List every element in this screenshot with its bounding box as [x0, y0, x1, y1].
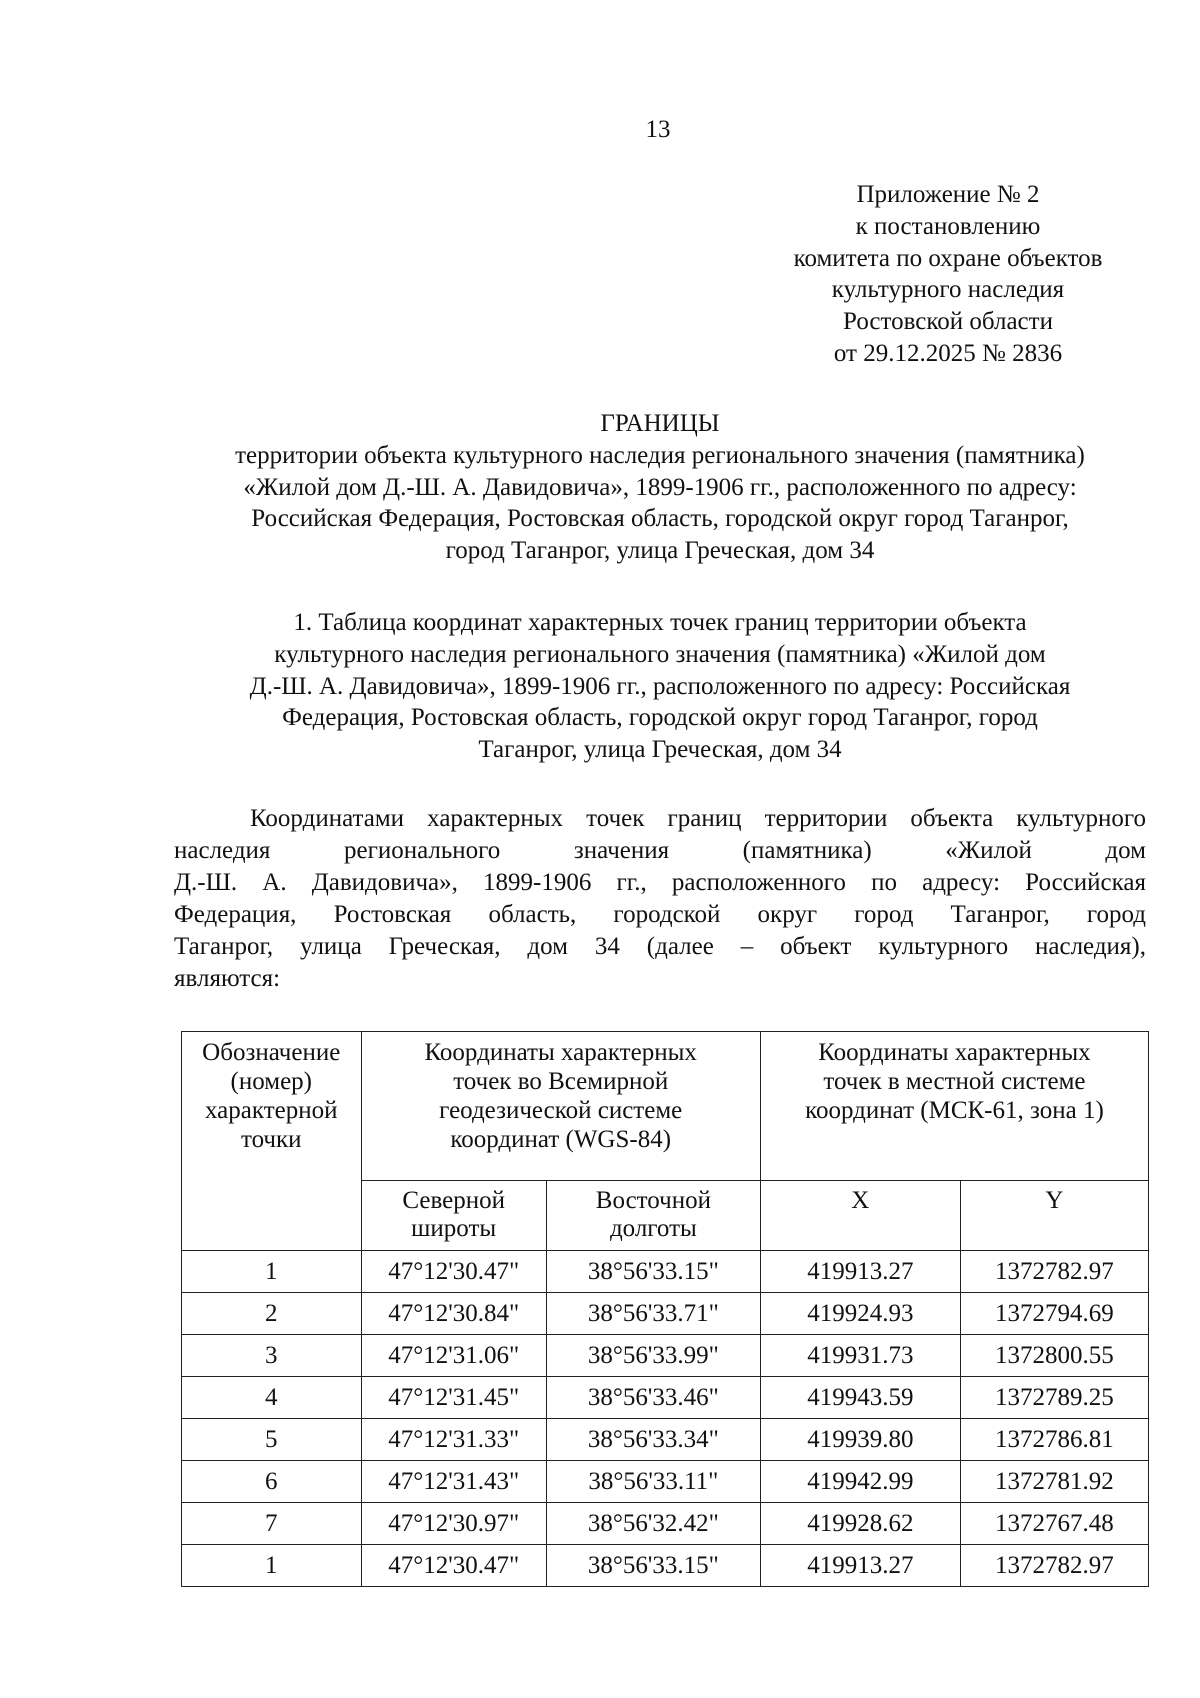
table-row: [182, 1545, 1149, 1587]
table-row: [182, 1461, 1149, 1503]
header-text: точек во Всемирной: [453, 1068, 669, 1095]
latitude-cell: 47°12'30.47": [361, 1251, 546, 1293]
header-text: точки: [240, 1126, 302, 1153]
title-line: город Таганрог, улица Греческая, дом 34: [445, 537, 875, 565]
x-cell: 419928.62: [760, 1503, 960, 1545]
header-text: Обозначение: [202, 1039, 341, 1066]
header-text: Северной: [402, 1187, 505, 1214]
longitude-cell: 38°56'33.71": [546, 1293, 760, 1335]
point-number: 6: [182, 1461, 362, 1503]
coordinates-table: [181, 1031, 1149, 1587]
point-number: 1: [182, 1545, 362, 1587]
table-row: [182, 1293, 1149, 1335]
longitude-cell: 38°56'33.34": [546, 1419, 760, 1461]
x-cell: 419939.80: [760, 1419, 960, 1461]
section-line: Федерация, Ростовская область, городской округ город Таганрог, город: [282, 704, 1038, 732]
header-text: Координаты характерных: [818, 1039, 1091, 1066]
section-line: культурного наследия регионального значения (памятника) «Жилой дом: [274, 640, 1046, 668]
table-row: [182, 1377, 1149, 1419]
header-text: точек в местной системе: [823, 1068, 1086, 1095]
table-row: [182, 1251, 1149, 1293]
y-cell: 1372794.69: [960, 1293, 1148, 1335]
latitude-cell: 47°12'31.06": [361, 1335, 546, 1377]
x-cell: 419943.59: [760, 1377, 960, 1419]
appendix-line: от 29.12.2025 № 2836: [833, 339, 1063, 367]
header-text: широты: [411, 1215, 497, 1242]
appendix-line: комитета по охране объектов: [793, 244, 1103, 272]
longitude-cell: 38°56'32.42": [546, 1503, 760, 1545]
table-row: [182, 1335, 1149, 1377]
point-number: 7: [182, 1503, 362, 1545]
page-number: 13: [645, 116, 671, 143]
section-line: 1. Таблица координат характерных точек границ территории объекта: [293, 609, 1027, 636]
latitude-cell: 47°12'30.47": [361, 1545, 546, 1587]
header-x: X: [760, 1181, 960, 1251]
y-cell: 1372800.55: [960, 1335, 1148, 1377]
x-cell: 419931.73: [760, 1335, 960, 1377]
y-cell: 1372786.81: [960, 1419, 1148, 1461]
header-east-longitude: [546, 1181, 760, 1251]
latitude-cell: 47°12'30.97": [361, 1503, 546, 1545]
title-line: «Жилой дом Д.-Ш. А. Давидовича», 1899-1906 гг., расположенного по адресу:: [243, 473, 1077, 501]
section-heading: [175, 607, 1145, 766]
x-cell: 419913.27: [760, 1251, 960, 1293]
appendix-block: [760, 179, 1136, 370]
header-text: Восточной: [595, 1187, 711, 1214]
point-number: 3: [182, 1335, 362, 1377]
latitude-cell: 47°12'31.45": [361, 1377, 546, 1419]
header-text: (номер): [230, 1068, 312, 1095]
header-wgs: [361, 1032, 760, 1181]
point-number: 1: [182, 1251, 362, 1293]
section-line: Таганрог, улица Греческая, дом 34: [478, 736, 842, 764]
body-paragraph: [174, 803, 1146, 994]
header-text: координат (МСК-61, зона 1): [805, 1097, 1104, 1124]
table-row: [182, 1419, 1149, 1461]
longitude-cell: 38°56'33.99": [546, 1335, 760, 1377]
x-cell: 419924.93: [760, 1293, 960, 1335]
y-cell: 1372781.92: [960, 1461, 1148, 1503]
y-cell: 1372789.25: [960, 1377, 1148, 1419]
point-number: 2: [182, 1293, 362, 1335]
paragraph-line: Таганрог, улица Греческая, дом 34 (далее – объект культурного наследия),: [174, 932, 1146, 960]
latitude-cell: 47°12'30.84": [361, 1293, 546, 1335]
header-north-latitude: [361, 1181, 546, 1251]
paragraph-line: Д.-Ш. А. Давидовича», 1899-1906 гг., расположенного по адресу: Российская: [174, 868, 1146, 896]
paragraph-line: Координатами характерных точек границ территории объекта культурного: [250, 805, 1146, 832]
y-cell: 1372782.97: [960, 1251, 1148, 1293]
header-text: геодезической системе: [439, 1097, 683, 1124]
title-heading: ГРАНИЦЫ: [600, 410, 720, 437]
point-number: 4: [182, 1377, 362, 1419]
section-line: Д.-Ш. А. Давидовича», 1899-1906 гг., расположенного по адресу: Российская: [249, 672, 1071, 700]
appendix-line: Ростовской области: [843, 308, 1053, 336]
longitude-cell: 38°56'33.46": [546, 1377, 760, 1419]
paragraph-line: наследия регионального значения (памятника) «Жилой дом: [174, 836, 1146, 864]
point-number: 5: [182, 1419, 362, 1461]
appendix-line: культурного наследия: [831, 276, 1065, 304]
header-text: долготы: [609, 1215, 697, 1242]
header-text: характерной: [205, 1097, 338, 1124]
x-cell: 419942.99: [760, 1461, 960, 1503]
header-text: координат (WGS-84): [450, 1126, 672, 1153]
y-cell: 1372782.97: [960, 1545, 1148, 1587]
paragraph-line: являются:: [174, 964, 281, 992]
latitude-cell: 47°12'31.33": [361, 1419, 546, 1461]
table-row: [182, 1503, 1149, 1545]
title-line: территории объекта культурного наследия регионального значения (памятника): [235, 441, 1085, 469]
paragraph-line: Федерация, Ростовская область, городской округ город Таганрог, город: [174, 900, 1146, 928]
appendix-line: к постановлению: [855, 212, 1041, 240]
y-cell: 1372767.48: [960, 1503, 1148, 1545]
x-cell: 419913.27: [760, 1545, 960, 1587]
latitude-cell: 47°12'31.43": [361, 1461, 546, 1503]
header-designation: [182, 1032, 362, 1251]
title-line: Российская Федерация, Ростовская область, городской округ город Таганрог,: [251, 505, 1069, 533]
header-text: Координаты характерных: [424, 1039, 697, 1066]
document-title: [175, 408, 1145, 567]
header-msk: [760, 1032, 1148, 1181]
header-y: Y: [960, 1181, 1148, 1251]
longitude-cell: 38°56'33.15": [546, 1545, 760, 1587]
longitude-cell: 38°56'33.15": [546, 1251, 760, 1293]
longitude-cell: 38°56'33.11": [546, 1461, 760, 1503]
appendix-line: Приложение № 2: [856, 181, 1040, 208]
